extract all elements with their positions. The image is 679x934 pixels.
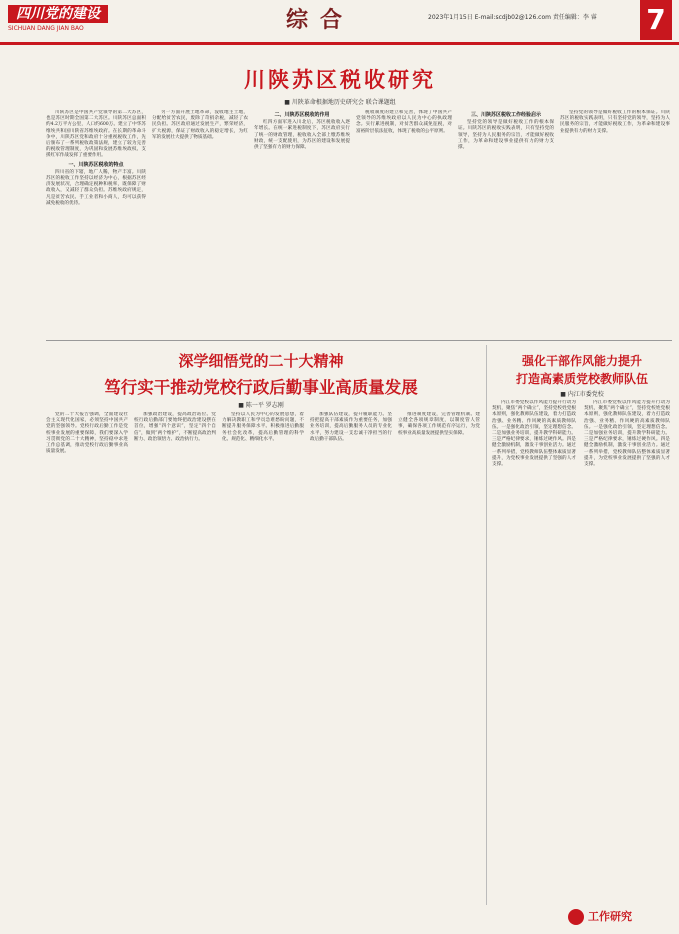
article3-column-2 — [584, 400, 670, 900]
article2-column-1 — [46, 412, 128, 902]
article1-column-5 — [458, 110, 554, 338]
article2-column-4 — [310, 412, 392, 902]
article2-col1-text: 党的二十大报告强调，全面建设社会主义现代化国家，必须坚持中国共产党的坚强领导。党校行政后勤工作是党校事业发展的重要保障，我们要深入学习贯彻党的二十大精神，坚持稳中求进工作总基调，推动党校行政后勤事业高质量发展。 — [46, 412, 128, 455]
article1-column-1 — [46, 110, 146, 338]
masthead — [0, 0, 679, 44]
newspaper-logo-subtitle: SICHUAN DANG JIAN BAO — [8, 25, 84, 32]
article2-byline: ■ 陈一平 罗志刚 — [238, 402, 284, 409]
article2-col2-text: 加强政治建设，提高政治站位。党校行政后勤部门要始终把政治建设摆在首位，增强“四个意识”，坚定“四个自信”，做到“两个维护”，不断提高政治判断力、政治领悟力、政治执行力。 — [134, 412, 216, 442]
article3-text-continued: 内江市委党校以作风能力提升行动为契机，聚焦“两个确立”，坚持党校姓党根本原则，强化教师队伍建设，着力打造政治强、业务精、作风硬的高素质教师队伍。一是强化政治引领，坚定理想信念。二是加强业务培训，提升教学科研能力。三是严格纪律要求，锤炼过硬作风。四是健全激励机制，激发干事创业活力。通过一系列举措，党校教师队伍整体素质显著提升，为党校事业发展提供了坚强的人才支撑。 — [584, 400, 670, 468]
article1-column-6 — [560, 110, 670, 338]
section-title: 综合 — [285, 7, 354, 33]
footer-label: 工作研究 — [588, 910, 632, 923]
newspaper-logo: 四川党的建设 — [8, 5, 108, 23]
article1-col4-text: 红四方面军进入川北后，苏区税收收入逐年增长。在统一累进税制度下，苏区政府实行了统一的财政管理，税收收入全部上缴苏维埃财政，统一支配使用，为苏区的建设和发展提供了坚强有力的财力保障。 — [254, 120, 350, 151]
article1-column-3 — [254, 110, 350, 338]
article1-subhead-1: 一、川陕苏区税收的特点 — [68, 161, 124, 168]
article3-title-line2: 打造高素质党校教师队伍 — [515, 372, 648, 386]
article1-col2-text: 四川省的下辖，地广人稀，物产丰富。川陕苏区的税收工作坚持以经济为中心，根据苏区经济发展状况，合理确定税种和税率，既保障了财政收入，又减轻了群众负担。苏维埃政府规定，凡是贫苦农民、手工业者和小商人，均可以获得减免税收的优待。 — [46, 169, 146, 206]
article1-col6-text: 坚持党的领导是做好税收工作的根本保证。川陕苏区的税收实践表明，只有坚持党的领导，坚持为人民服务的宗旨，才能做好税收工作，为革命和建设事业提供有力的财力支撑。 — [458, 120, 554, 151]
article2-col4-text: 加强队伍建设，提升履职能力。坚持把提高干部素质作为重要任务，加强业务培训，提高后勤服务人员的专业化水平，努力建设一支忠诚干净担当的行政后勤干部队伍。 — [310, 412, 392, 442]
article1-title: 川陕苏区税收研究 — [244, 67, 436, 92]
article2-column-3 — [222, 412, 304, 902]
article1-subhead-2: 二、川陕苏区税收的作用 — [274, 112, 330, 118]
article1-col5-text: 税收制度的建立和完善，体现了中国共产党领导的苏维埃政府以人民为中心的执政理念。实行累进税制，对贫苦群众减免征税，对富裕阶层依法征收，体现了税收的公平原则。 — [356, 110, 452, 134]
article1-col1-text: 川陕苏区是中国共产党领导的第二大苏区，也是苏区时期全国第二大苏区。川陕苏区总面积约4.2万平方公里，人口约600万。建立了中华苏维埃共和国川陕省苏维埃政府。在长期的革命斗争中，川陕苏区党和政府十分重视税收工作，先后颁布了一系列税收政策法规，建立了较为完善的税收管理制度，为巩固和发展苏维埃政权、支援红军作战发挥了重要作用。 — [46, 110, 146, 159]
page-number: 7 — [640, 0, 672, 40]
section-mark-icon — [568, 909, 584, 925]
article1-column-2 — [152, 110, 248, 338]
article1-col3-text: 另一方面开展土地革命，没收地主土地，分配给贫苦农民，废除了苛捐杂税，减轻了农民负担。苏区政府通过发展生产，繁荣经济，扩大税源，保证了财政收入的稳定增长，为红军的发展壮大提供了物质基础。 — [152, 110, 248, 140]
article3-column-1 — [492, 400, 576, 900]
article1-col6b-text: 坚持党的领导是做好税收工作的根本保证。川陕苏区的税收实践表明，只有坚持党的领导，坚持为人民服务的宗旨，才能做好税收工作，为革命和建设事业提供有力的财力支撑。 — [560, 110, 670, 134]
article2-kicker: 深学细悟党的二十大精神 — [178, 352, 344, 370]
article1-column-4 — [356, 110, 452, 338]
issue-info: 2023年1月15日 E-mail:scdjb02@126.com 责任编辑：李 睿 — [428, 14, 597, 21]
article3-title-line1: 强化干部作风能力提升 — [521, 354, 642, 368]
header-rule — [0, 42, 679, 45]
article3-text: 内江市委党校以作风能力提升行动为契机，聚焦“两个确立”，坚持党校姓党根本原则，强化教师队伍建设，着力打造政治强、业务精、作风硬的高素质教师队伍。一是强化政治引领，坚定理想信念。二是加强业务培训，提升教学科研能力。三是严格纪律要求，锤炼过硬作风。四是健全激励机制，激发干事创业活力。通过一系列举措，党校教师队伍整体素质显著提升，为党校事业发展提供了坚强的人才支撑。 — [492, 400, 576, 468]
article2-column-5 — [398, 412, 480, 902]
article2-title: 笃行实干推动党校行政后勤事业高质量发展 — [104, 378, 418, 397]
article2-column-2 — [134, 412, 216, 902]
article2-col5-text: 推进制度建设，完善管理机制。建立健全各项规章制度，以制度管人管事，确保各项工作规范有序运行，为党校事业高质量发展提供坚实保障。 — [398, 412, 480, 436]
section-divider — [46, 340, 672, 341]
article3-byline: ■ 内江市委党校 — [560, 391, 604, 398]
article2-col3-text: 坚持以人民为中心的发展思想，着力解决教职工和学员急难愁盼问题，不断提升服务保障水平。积极推进后勤服务社会化改革，提高后勤管理的科学化、规范化、精细化水平。 — [222, 412, 304, 442]
column-divider — [486, 345, 487, 905]
article1-subhead-3: 三、川陕苏区税收工作经验启示 — [470, 112, 541, 118]
article1-byline: ■ 川陕革命根据地历史研究会 联合课题组 — [284, 99, 396, 106]
